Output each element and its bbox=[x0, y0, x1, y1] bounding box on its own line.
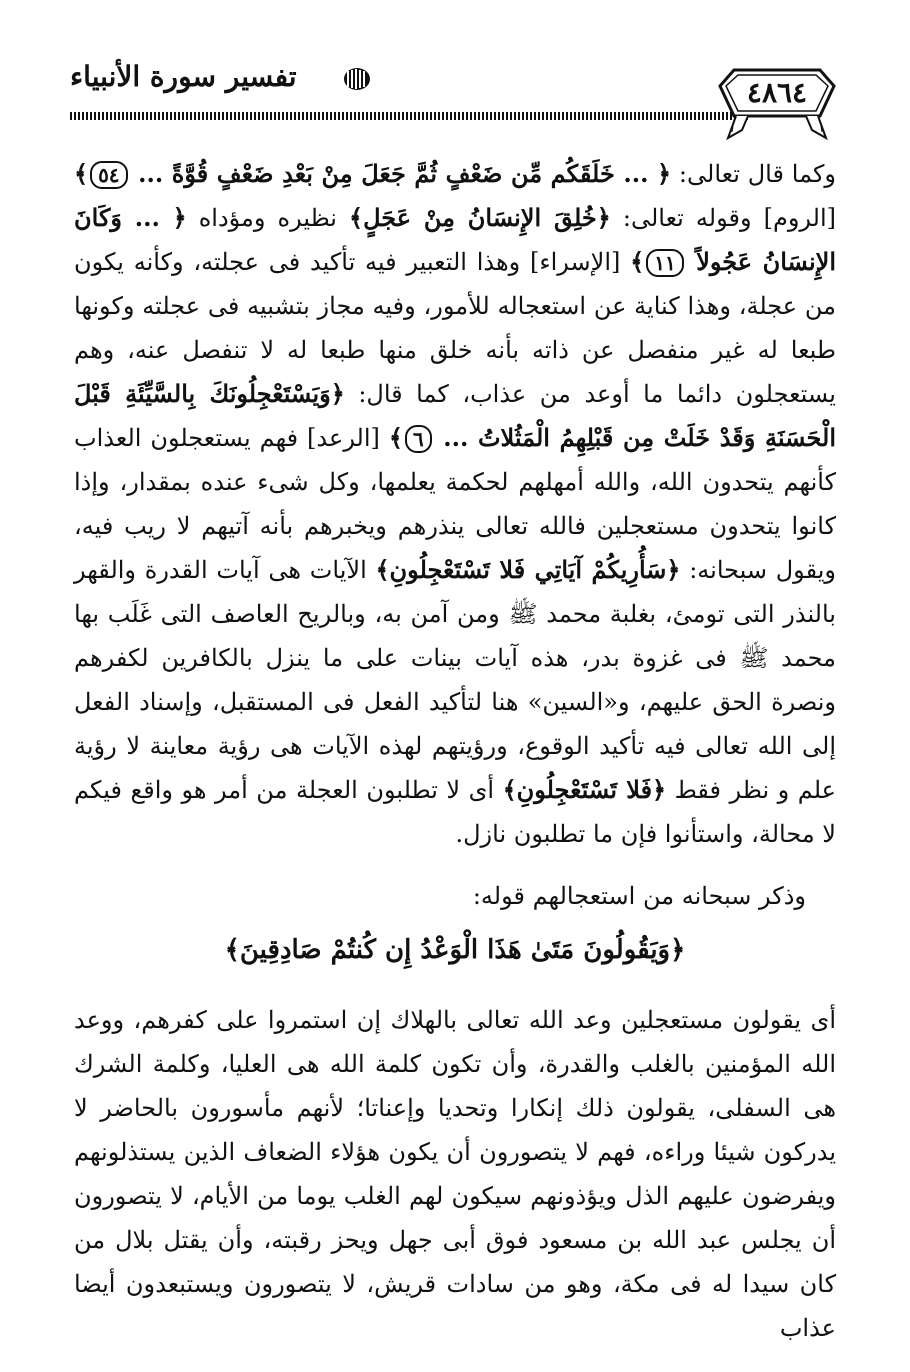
quran-quote: ﴾ bbox=[630, 247, 645, 276]
verse-intro: وذكر سبحانه من استعجالهم قوله: bbox=[472, 882, 806, 910]
ayah-number: ٦ bbox=[405, 425, 432, 453]
ayah-number: ٥٤ bbox=[90, 161, 127, 189]
quran-quote: ﴾ bbox=[388, 423, 403, 452]
quran-quote: ﴿خُلِقَ الإِنسَانُ مِنْ عَجَلٍ﴾ bbox=[349, 203, 611, 232]
running-title: تفسير سورة الأنبياء bbox=[70, 60, 297, 93]
paragraph-1 bbox=[74, 152, 836, 856]
body-text: نظيره ومؤداه bbox=[186, 204, 350, 232]
header-rule bbox=[70, 112, 750, 120]
ornament-icon bbox=[342, 66, 372, 92]
quran-quote: ﴿وَيَسْتَعْجِلُونَكَ بِالسَّيِّئَةِ قَبْلَ الْحَسَنَةِ وَقَدْ خَلَتْ مِن قَبْلِهِمُ الْمَثُلاتُ ... bbox=[74, 379, 836, 452]
quran-quote: ﴿ ... وَكَانَ الإِنسَانُ عَجُولاً bbox=[74, 203, 836, 276]
page-body bbox=[74, 152, 836, 1350]
quran-quote: ﴿فَلا تَسْتَعْجِلُونِ﴾ bbox=[502, 775, 667, 804]
paragraph-2: أى يقولون مستعجلين وعد الله تعالى بالهلاك إن استمروا على كفرهم، ووعد الله المؤمنين بالغلب والقدرة، وأن تكون كلمة الله هى العليا، وكلمة الشرك هى السفلى، يقولون ذلك إنكارا وتحديا وإعناتا؛ لأنهم مأسورون بالحاضر لا يدركون شيئا وراءه، فهم لا يتصورون أن يكون هؤلاء الضعاف الذين يستذلونهم ويفرضون عليهم الذل ويؤذونهم سيكون لهم الغلب يوما من الأيام، لا يتصورون أن يجلس عبد الله بن مسعود فوق أبى جهل ويحز رقبته، وأن يقتل بلال من كان سيدا له فى مكة، وهو من سادات قريش، لا يتصورون ويستبعدون أيضا عذاب bbox=[74, 1006, 837, 1342]
body-text: أى لا تطلبون العجلة من أمر هو واقع فيكم لا محالة، واستأنوا فإن ما تطلبون نازل. bbox=[74, 776, 836, 848]
body-text: [الإسراء] وهذا التعبير فيه تأكيد فى عجلته، وكأنه يكون من عجلة، وهذا كناية عن استعجاله للأمور، وفيه مجاز بتشبيه فى عجلته وكونها طبعا له غير منفصل عن ذاته بأنه خلق منها طبعا له لا تنفصل عنه، وهم يستعجلون دائما ما أوعد من عذاب، كما قال: bbox=[74, 248, 836, 408]
body-text: وكما قال تعالى: bbox=[671, 160, 836, 188]
quran-quote: ﴿سَأُرِيكُمْ آيَاتِي فَلا تَسْتَعْجِلُونِ﴾ bbox=[375, 555, 681, 584]
page-header bbox=[70, 52, 842, 152]
quran-quote: ﴿ ... خَلَقَكُم مِّن ضَعْفٍ ثُمَّ جَعَلَ مِنْ بَعْدِ ضَعْفٍ قُوَّةً ... bbox=[129, 159, 672, 188]
body-text: [الروم] وقوله تعالى: bbox=[610, 204, 836, 232]
ayah-number: ١١ bbox=[646, 249, 683, 277]
quran-quote: ﴾ bbox=[74, 159, 89, 188]
body-text: [الرعد] فهم يستعجلون العذاب كأنهم يتحدون الله، والله أمهلهم لحكمة يعلمها، وكل شىء عنده بمقدار، وإذا كانوا يتحدون مستعجلين فالله تعالى ينذرهم ويخبرهم بأنه آتيهم لا ريب فيه، ويقول سبحانه: bbox=[74, 424, 836, 584]
body-text: الآيات هى آيات القدرة والقهر بالنذر التى تومئ، بغلبة محمد ﷺ ومن آمن به، وبالريح العاصف التى غَلَب بها محمد ﷺ فى غزوة بدر، هذه آيات بينات على ما ينزل بالكافرين لكفرهم ونصرة الحق عليهم، و«السين» هنا لتأكيد الفعل فى المستقبل، وإسناد الفعل إلى الله تعالى فيه تأكيد الوقوع، ورؤيتهم لهذه الآيات هى رؤية معاينة لا رؤية علم و نظر فقط bbox=[74, 556, 837, 804]
quran-verse: ﴿وَيَقُولُونَ مَتَىٰ هَذَا الْوَعْدُ إِن كُنتُمْ صَادِقِينَ﴾ bbox=[224, 935, 686, 965]
page-number: ٤٨٦٤ bbox=[746, 76, 808, 109]
